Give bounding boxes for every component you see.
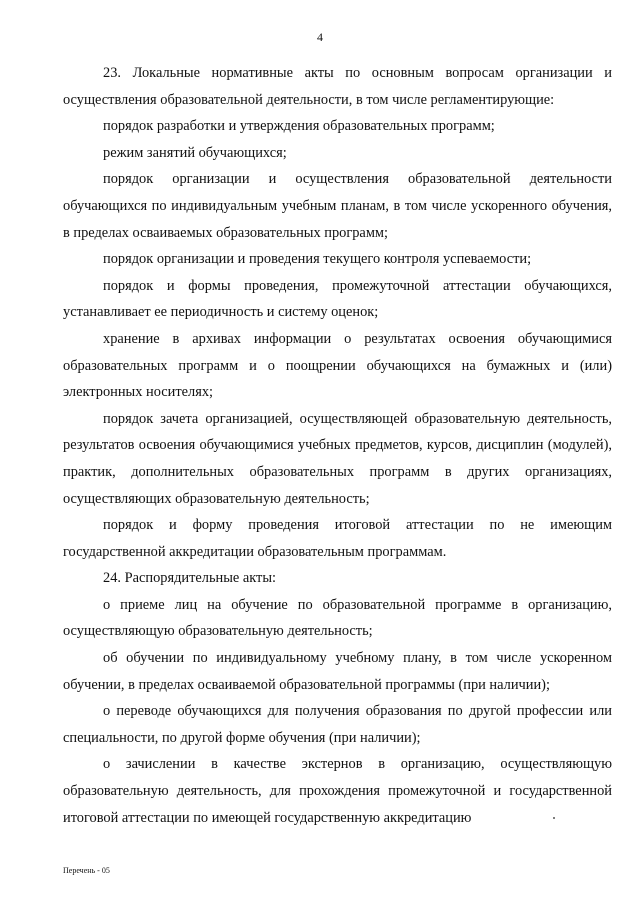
document-body bbox=[63, 60, 612, 831]
paragraph-admission: о приеме лиц на обучение по образовательной программе в организацию, осуществляющую образовательную деятельность; bbox=[63, 596, 612, 640]
paragraph-interim-attestation: порядок и формы проведения, промежуточной аттестации обучающихся, устанавливает ее периодичность и систему оценок; bbox=[63, 277, 612, 321]
paragraph-archive-storage: хранение в архивах информации о результатах освоения обучающимися образовательных программ и о поощрении обучающихся на бумажных и (или) электронных носителях; bbox=[63, 330, 612, 401]
scan-speck bbox=[553, 817, 555, 819]
paragraph-program-development: порядок разработки и утверждения образовательных программ; bbox=[103, 118, 495, 135]
page-number: 4 bbox=[317, 30, 323, 44]
paragraph-item-23-heading: 23. Локальные нормативные акты по основным вопросам организации и осуществления образовательной деятельности, в том числе регламентирующие: bbox=[63, 65, 612, 108]
paragraph-item-24-heading: 24. Распорядительные акты: bbox=[103, 570, 277, 587]
paragraph-credit-recognition: порядок зачета организацией, осуществляющей образовательную деятельность, результатов освоения обучающимися учебных предметов, курсов, дисциплин (модулей), практик, дополнительных образовательных программ в других организациях, осуществляющих образовательную деятельность; bbox=[63, 410, 612, 507]
paragraph-transfer: о переводе обучающихся для получения образования по другой профессии или специальности, по другой форме обучения (при наличии); bbox=[63, 703, 612, 746]
paragraph-study-schedule: режим занятий обучающихся; bbox=[103, 144, 287, 161]
footer-document-code: Перечень - 05 bbox=[63, 866, 110, 875]
paragraph-final-attestation: порядок и форму проведения итоговой аттестации по не имеющим государственной аккредитации образовательным программам. bbox=[63, 517, 612, 560]
paragraph-external-enrollment: о зачислении в качестве экстернов в организацию, осуществляющую образовательную деятельность, для прохождения промежуточной и государственной итоговой аттестации по имеющей государственную аккредитацию bbox=[63, 756, 612, 826]
paragraph-individual-plans: порядок организации и осуществления образовательной деятельности обучающихся по индивидуальным учебным планам, в том числе ускоренного обучения, в пределах осваиваемых образовательных программ; bbox=[63, 171, 612, 241]
paragraph-current-control: порядок организации и проведения текущего контроля успеваемости; bbox=[103, 251, 532, 268]
paragraph-individual-study: об обучении по индивидуальному учебному плану, в том числе ускоренном обучении, в пределах осваиваемой образовательной программы (при наличии); bbox=[63, 650, 612, 693]
